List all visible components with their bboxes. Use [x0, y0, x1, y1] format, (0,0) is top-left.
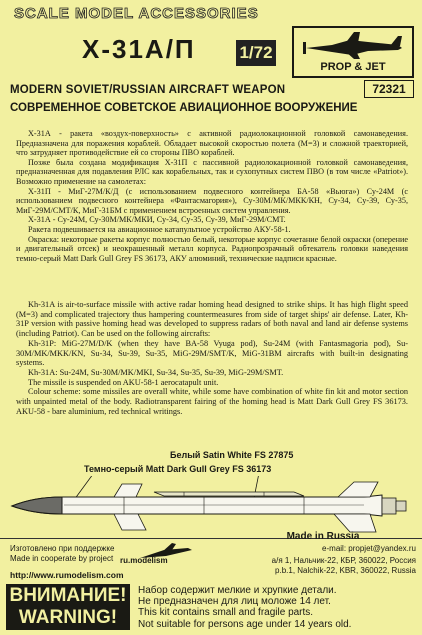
airplane-icon: [302, 30, 406, 60]
subtitle-en: MODERN SOVIET/RUSSIAN AIRCRAFT WEAPON: [10, 84, 286, 96]
kit-number: 72321: [364, 80, 414, 98]
ru-paragraph: Х-31П - МиГ-27М/К/Д (с использованием подвесного контейнера БА-58 «Вьюга») Су-24М (с использованием подвесного контейнера «Фантасмагория»), Су-30М/МК/МКК/КН, Су-34, Су-39, Су-35, МиГ-29М/СМТ/К, МиГ-31БМ с применением встроенных систем управления.: [16, 186, 408, 215]
warning-ru-line2: Не предназначен для лиц моложе 14 лет.: [138, 596, 331, 608]
en-paragraph: Colour scheme: some missiles are overall white, while some have combination of white fin kit and motor section with unpainted metal of the body. Radiotransparent fairing of the homing head is Matt Dark Gull Grey FS 36173. AKU-58 - bare aluminium, red technical writings.: [16, 387, 408, 416]
prop-jet-logo: [292, 26, 414, 78]
missile-drawing: [4, 476, 418, 534]
ru-paragraph: Окраска: некоторые ракеты корпус полностью белый, некоторые корпус сочетание белой окраски (оперение и двигательный отсек) и неокрашенный металл корпуса. Радиопрозрачный обтекатель головки наведения темно-серый Matt Dark Gull Grey FS 36173, АКУ алюминий, технические надписи красные.: [16, 234, 408, 263]
warning-en-line2: Not suitable for persons age under 14 years old.: [138, 618, 352, 630]
description-ru: [16, 129, 408, 297]
en-paragraph: The missile is suspended on AKU-58-1 aerocatapult unit.: [28, 377, 219, 387]
warning-text: [138, 585, 416, 630]
logo-text: PROP & JET: [320, 61, 386, 73]
scale-title: SCALE MODEL ACCESSORIES: [14, 5, 259, 22]
en-paragraph: Kh-31A is air-to-surface missile with active radar homing head designed to strike ships. It has high flight speed (M=3) and complicated trajectory thus hampering countermeasures from side of target ships' air defense. Later, Kh-31P version with passive homing head was developed to suppress radars of both naval and land air defense systems (including Patriot). Can be used on the following aircrafts:: [16, 300, 408, 339]
header: [0, 0, 422, 120]
paint-label-grey: Темно-серый Matt Dark Gull Grey FS 36173: [84, 464, 272, 474]
warning-en-title: WARNING!: [18, 607, 118, 628]
model-name: Х-31А/П: [82, 34, 196, 64]
ru-paragraph: Х-31А - Су-24М, Су-30М/МК/МКИ, Су-34, Су-35, Су-39, МиГ-29М/СМТ.: [28, 215, 286, 225]
contact-info: [230, 532, 416, 576]
made-in-russia: Made in Russia: [286, 531, 360, 542]
warning-en-line1: This kit contains small and fragile parts.: [138, 607, 314, 619]
cooperation-ru: Изготовлено при поддержке: [10, 544, 115, 553]
cooperation-note: [10, 544, 114, 564]
rumodelism-text: ru.modelism: [120, 556, 168, 565]
email-link[interactable]: e-mail: propjet@yandex.ru: [322, 544, 416, 553]
ru-paragraph: Х-31А - ракета «воздух-поверхность» с активной радиолокационной головкой самонаведения. Предназначена для поражения кораблей. Обладает высокой скоростью полета (М=3) и сложной траекторией, что затрудняет противодействие ей со стороны ПВО кораблей.: [16, 129, 408, 158]
website-link[interactable]: http://www.rumodelism.com: [10, 570, 124, 580]
cooperation-en: Made in cooperate by project: [10, 554, 114, 563]
description-en: [16, 300, 408, 448]
rumodelism-logo-icon: [134, 540, 194, 570]
scale-badge: 1/72: [236, 40, 276, 66]
en-paragraph: Kh-31P: MiG-27M/D/K (when they have BA-58 Vyuga pod), Su-24M (with Fantasmagoria pod), Su-30M/MK/MKK/KN, Su-34, Su-39, Su-35, MiG-29M/SMT/K, MiG-31BM aircrafts with built-in designating systems.: [16, 338, 408, 368]
en-paragraph: Kh-31A: Su-24M, Su-30M/MK/MKI, Su-34, Su-35, Su-39, MiG-29M/SMT.: [28, 367, 284, 377]
address-en: p.b.1, Nalchik-22, KBR, 360022, Russia: [275, 566, 416, 575]
paint-label-white: Белый Satin White FS 27875: [170, 450, 294, 460]
missile-diagram: [0, 448, 422, 536]
warning-badge: [6, 584, 130, 630]
warning-ru-line1: Набор содержит мелкие и хрупкие детали.: [138, 585, 337, 596]
ru-paragraph: Позже была создана модификация Х-31П с пассивной радиолокационной головкой самонаведения, предназначенная для подавления РЛС как корабельных, так и сухопутных систем ПВО (в том числе «Patriot»). Возможно применение на самолетах:: [16, 157, 408, 186]
ru-paragraph: Ракета подвешивается на авиационное катапультное устройство АКУ-58-1.: [28, 224, 291, 234]
warning-ru-title: ВНИМАНИЕ!: [9, 585, 127, 606]
subtitle-ru: СОВРЕМЕННОЕ СОВЕТСКОЕ АВИАЦИОННОЕ ВООРУЖЕНИЕ: [10, 102, 358, 114]
address-ru: а/я 1, Нальчик-22, КБР, 360022, Россия: [271, 556, 416, 565]
